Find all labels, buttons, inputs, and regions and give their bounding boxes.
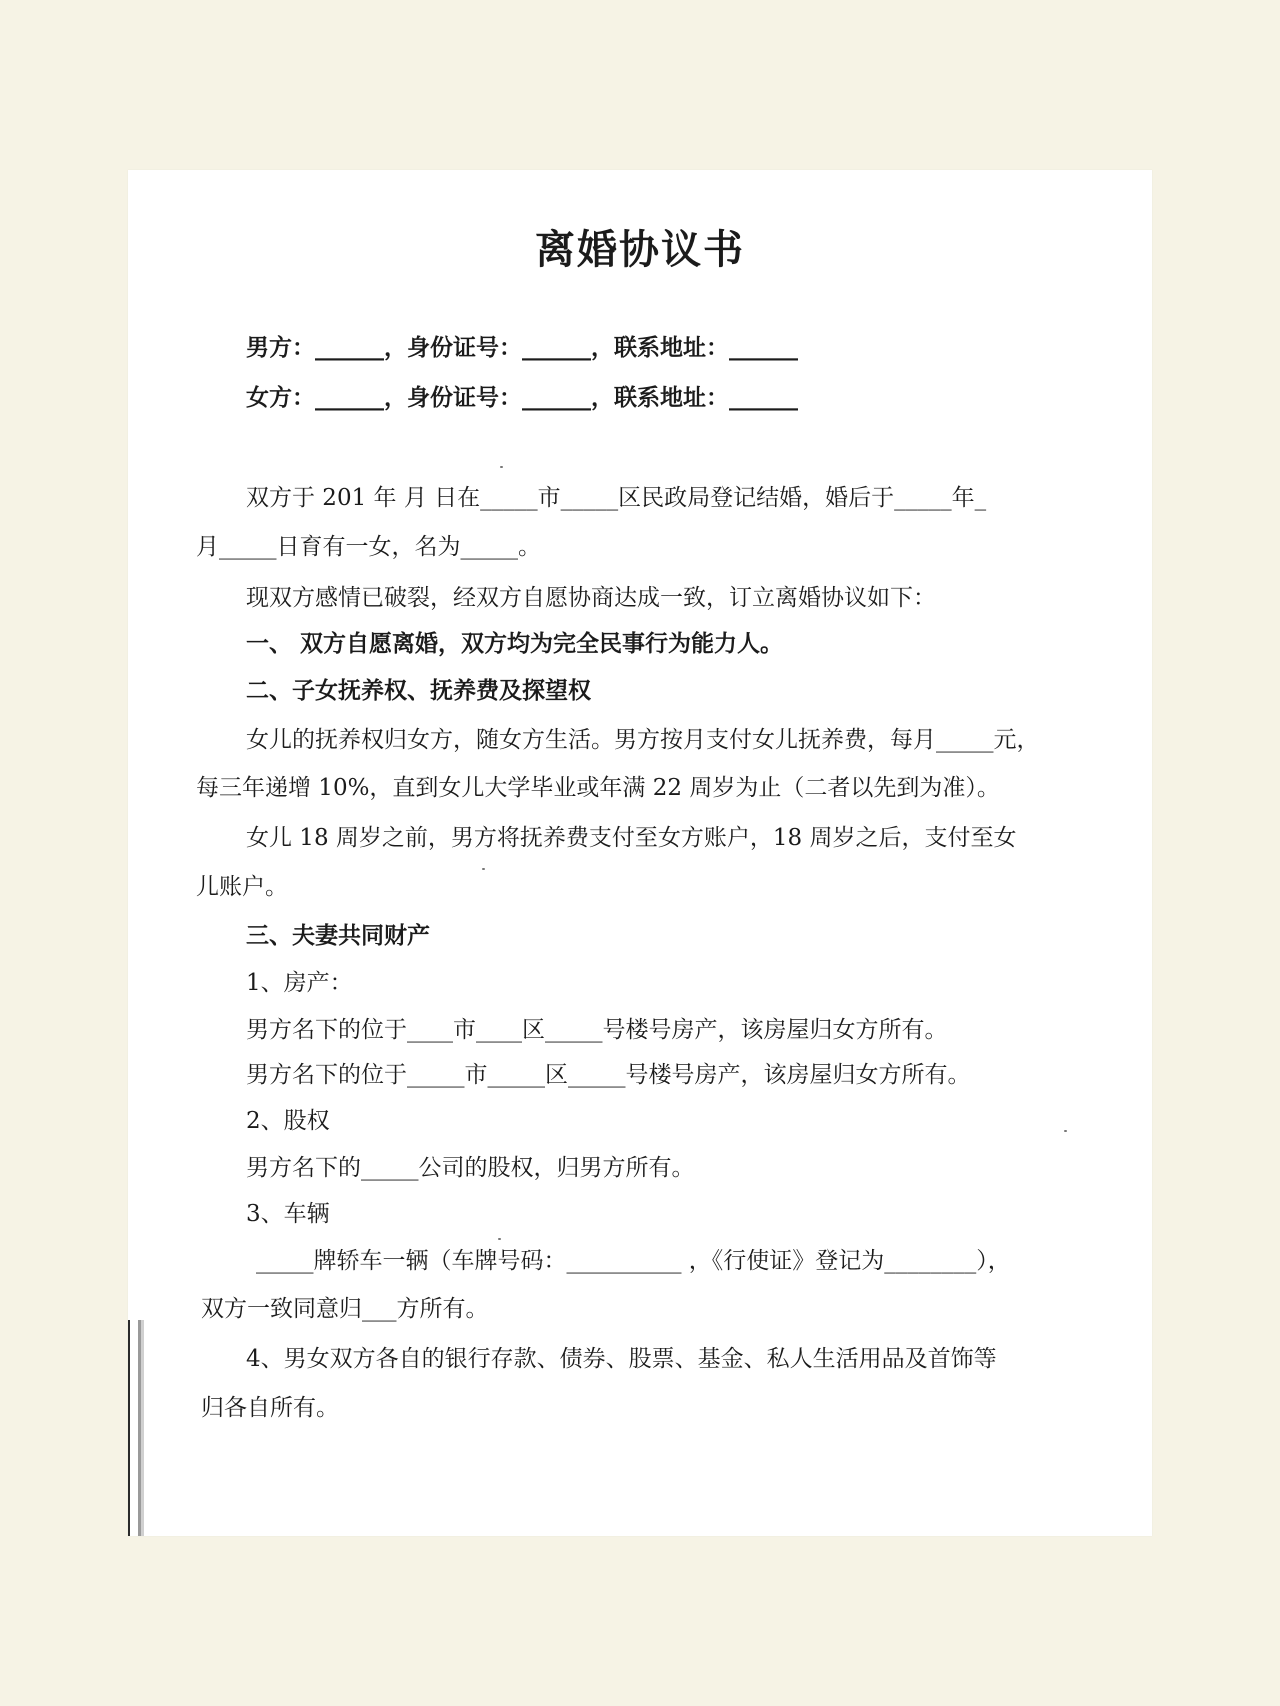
custody-line-1: 女儿的抚养权归女方，随女方生活。男方按月支付女儿抚养费，每月_____元， bbox=[246, 727, 1040, 753]
vehicle-line-2: 双方一致同意归___方所有。 bbox=[201, 1296, 489, 1322]
document-title: 离婚协议书 bbox=[535, 226, 745, 273]
house-line-1: 男方名下的位于____市____区_____号楼号房产，该房屋归女方所有。 bbox=[246, 1017, 948, 1043]
vehicle-line-1: _____牌轿车一辆（车牌号码：__________ ，《行使证》登记为________）， bbox=[256, 1248, 1011, 1274]
marriage-line-1: 双方于 201 年 月 日在_____市_____区民政局登记结婚，婚后于_____年_ bbox=[246, 485, 987, 511]
document-page bbox=[128, 170, 1152, 1536]
custody-line-2: 每三年递增 10%，直到女儿大学毕业或年满 22 周岁为止（二者以先到为准）。 bbox=[196, 775, 1000, 801]
man-info-line: 男方：______，身份证号：______，联系地址：______ bbox=[246, 334, 798, 361]
scan-speck bbox=[482, 868, 485, 870]
scan-edge-shadow bbox=[128, 1320, 138, 1536]
assets-line-1: 4、男女双方各自的银行存款、债券、股票、基金、私人生活用品及首饰等 bbox=[246, 1346, 997, 1372]
clause-two-heading: 二、子女抚养权、抚养费及探望权 bbox=[246, 677, 591, 704]
marriage-line-2: 月_____日育有一女，名为_____。 bbox=[196, 534, 541, 560]
assets-line-2: 归各自所有。 bbox=[201, 1395, 339, 1421]
house-heading: 1、房产： bbox=[246, 970, 353, 996]
intro-paragraph: 现双方感情已破裂，经双方自愿协商达成一致，订立离婚协议如下： bbox=[246, 585, 936, 611]
scan-speck bbox=[1064, 1130, 1067, 1132]
scan-speck bbox=[500, 466, 503, 468]
equity-line: 男方名下的_____公司的股权，归男方所有。 bbox=[246, 1155, 695, 1181]
clause-one: 一、 双方自愿离婚，双方均为完全民事行为能力人。 bbox=[246, 630, 784, 657]
payment-line-1: 女儿 18 周岁之前，男方将抚养费支付至女方账户，18 周岁之后，支付至女 bbox=[246, 825, 1017, 851]
clause-three-heading: 三、夫妻共同财产 bbox=[246, 922, 430, 949]
scan-speck bbox=[498, 1238, 501, 1240]
equity-heading: 2、股权 bbox=[246, 1108, 330, 1134]
payment-line-2: 儿账户。 bbox=[196, 874, 288, 900]
vehicle-heading: 3、车辆 bbox=[246, 1201, 330, 1227]
house-line-2: 男方名下的位于_____市_____区_____号楼号房产，该房屋归女方所有。 bbox=[246, 1062, 971, 1088]
woman-info-line: 女方：______，身份证号：______，联系地址：______ bbox=[246, 384, 798, 411]
